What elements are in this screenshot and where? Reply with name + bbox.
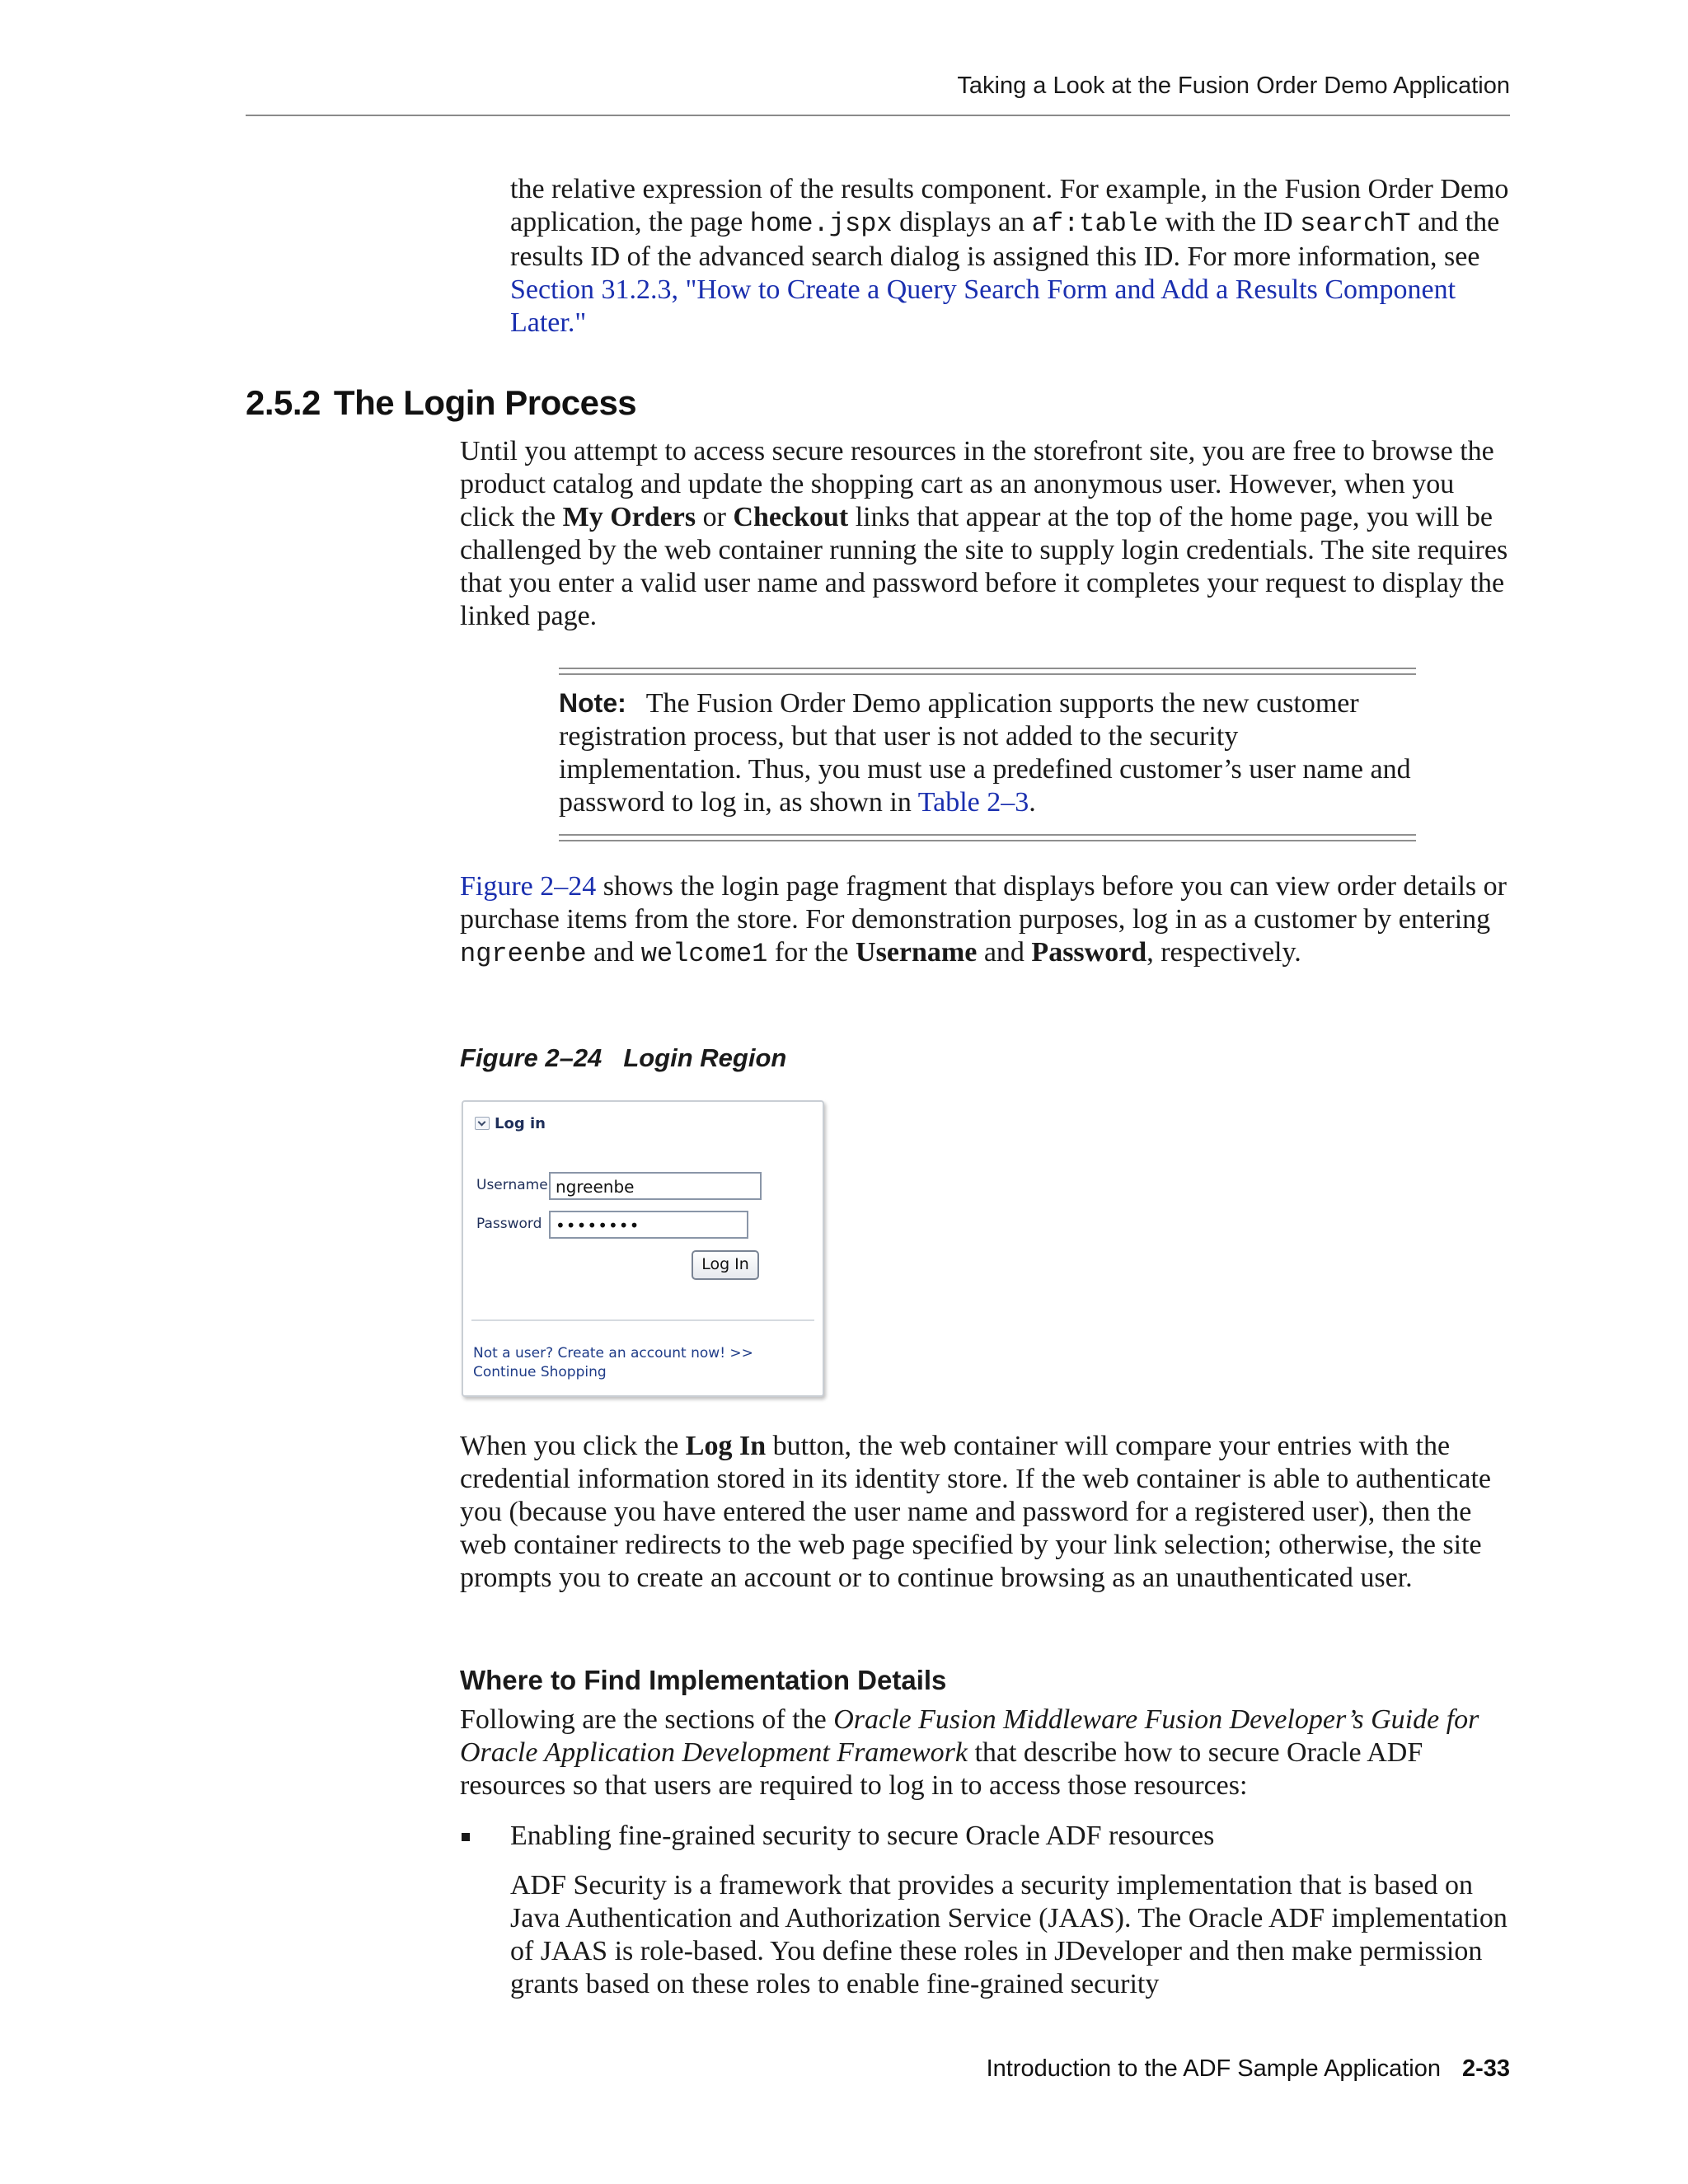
implementation-details-paragraph: Following are the sections of the Oracle Fusion Middleware Fusion Developer’s Guide for Oracle Application Development Framework that describe how to secure Oracle ADF resources so that users are required to log in to access those resources: <box>460 1704 1479 1801</box>
note-box <box>559 668 1416 841</box>
figure-title: Login Region <box>623 1043 787 1072</box>
implementation-details-heading: Where to Find Implementation Details <box>460 1665 947 1695</box>
bullet-square-icon <box>462 1833 470 1841</box>
list-item-label: Enabling fine-grained security to secure Oracle ADF resources <box>510 1821 1215 1851</box>
login-panel-title: Log in <box>495 1115 546 1132</box>
login-region-figure <box>462 1100 824 1397</box>
code-ngreenbe: ngreenbe <box>460 939 587 969</box>
section-number: 2.5.2 <box>246 383 321 422</box>
header-rule <box>246 115 1510 116</box>
implementation-list <box>460 1820 1510 2001</box>
table-2-3-link[interactable]: Table 2–3 <box>917 787 1029 818</box>
login-panel-header[interactable] <box>475 1115 546 1132</box>
list-item-description: ADF Security is a framework that provides a security implementation that is based on Java Authentication and Authorization Service (JAAS). The Oracle ADF implementation of JAAS is role-based. You define these roles in JDeveloper and then make permission grants based on these roles to enable fine-grained security <box>510 1870 1507 1999</box>
create-account-link[interactable]: Not a user? Create an account now! >> Continue Shopping <box>473 1345 753 1380</box>
checkout-term: Checkout <box>733 502 849 532</box>
code-af-table: af:table <box>1031 209 1159 239</box>
note-label: Note: <box>559 688 626 718</box>
figure-reference-paragraph: Figure 2–24 shows the login page fragment that displays before you can view order details or purchase items from the store. For demonstration purposes, log in as a customer by entering ngreenbe and welcome1 for the Username and Password, respectively. <box>460 871 1507 969</box>
log-in-term: Log In <box>685 1431 767 1461</box>
note-top-rule <box>559 668 1416 675</box>
list-item-description-wrapper <box>460 1869 1510 2001</box>
note-text: Note: The Fusion Order Demo application supports the new customer registration process, but that user is not added to the security implementation. Thus, you must use a predefined customer’s user name and password to log in, as shown in Table 2–3. <box>559 688 1411 818</box>
code-welcome1: welcome1 <box>640 939 768 969</box>
login-process-paragraph: Until you attempt to access secure resources in the storefront site, you are free to browse the product catalog and update the shopping cart as an anonymous user. However, when you click the My Orders or Checkout links that appear at the top of the home page, you will be challenged by the web container running the site to supply login credentials. The site requires that you enter a valid user name and password before it completes your request to display the linked page. <box>460 436 1508 631</box>
section-31-2-3-link[interactable]: Section 31.2.3, "How to Create a Query Search Form and Add a Results Component Later." <box>510 274 1456 338</box>
login-button-paragraph: When you click the Log In button, the web container will compare your entries with the credential information stored in its identity store. If the web container is able to authenticate you (because you have entered the user name and password for a registered user), then the web container redirects to the web page specified by your link selection; otherwise, the site prompts you to create an account or to continue browsing as an unauthenticated user. <box>460 1431 1491 1593</box>
username-input[interactable]: ngreenbe <box>549 1172 762 1200</box>
password-label: Password <box>476 1216 542 1232</box>
username-label: Username <box>476 1177 548 1193</box>
list-item <box>460 1820 1510 1853</box>
password-input[interactable]: •••••••• <box>549 1211 748 1239</box>
footer-title: Introduction to the ADF Sample Application <box>986 2055 1441 2082</box>
running-header: Taking a Look at the Fusion Order Demo Application <box>957 73 1510 99</box>
code-home-jspx: home.jspx <box>749 209 893 239</box>
login-panel-divider <box>471 1319 814 1321</box>
log-in-button[interactable]: Log In <box>692 1250 759 1280</box>
running-footer <box>246 2055 1510 2083</box>
intro-paragraph: the relative expression of the results component. For example, in the Fusion Order Demo application, the page home.jspx displays an af:table with the ID searchT and the results ID of the advanced search dialog is assigned this ID. For more information, see Section 31.2.3, "How to Create a Query Search Form and Add a Results Component Later." <box>510 174 1509 338</box>
page-number: 2-33 <box>1461 2055 1510 2082</box>
figure-2-24-link[interactable]: Figure 2–24 <box>460 871 597 902</box>
guide-title: Oracle Fusion Middleware Fusion Developer’s Guide for Oracle Application Development Framework <box>460 1704 1479 1768</box>
code-searcht: searchT <box>1300 209 1411 239</box>
password-term: Password <box>1031 937 1147 968</box>
section-heading <box>246 383 636 423</box>
chevron-down-icon[interactable] <box>475 1117 490 1130</box>
my-orders-term: My Orders <box>562 502 696 532</box>
note-bottom-rule <box>559 834 1416 841</box>
figure-caption <box>460 1043 786 1073</box>
username-term: Username <box>856 937 978 968</box>
section-title: The Login Process <box>333 383 637 422</box>
figure-number: Figure 2–24 <box>460 1043 603 1072</box>
